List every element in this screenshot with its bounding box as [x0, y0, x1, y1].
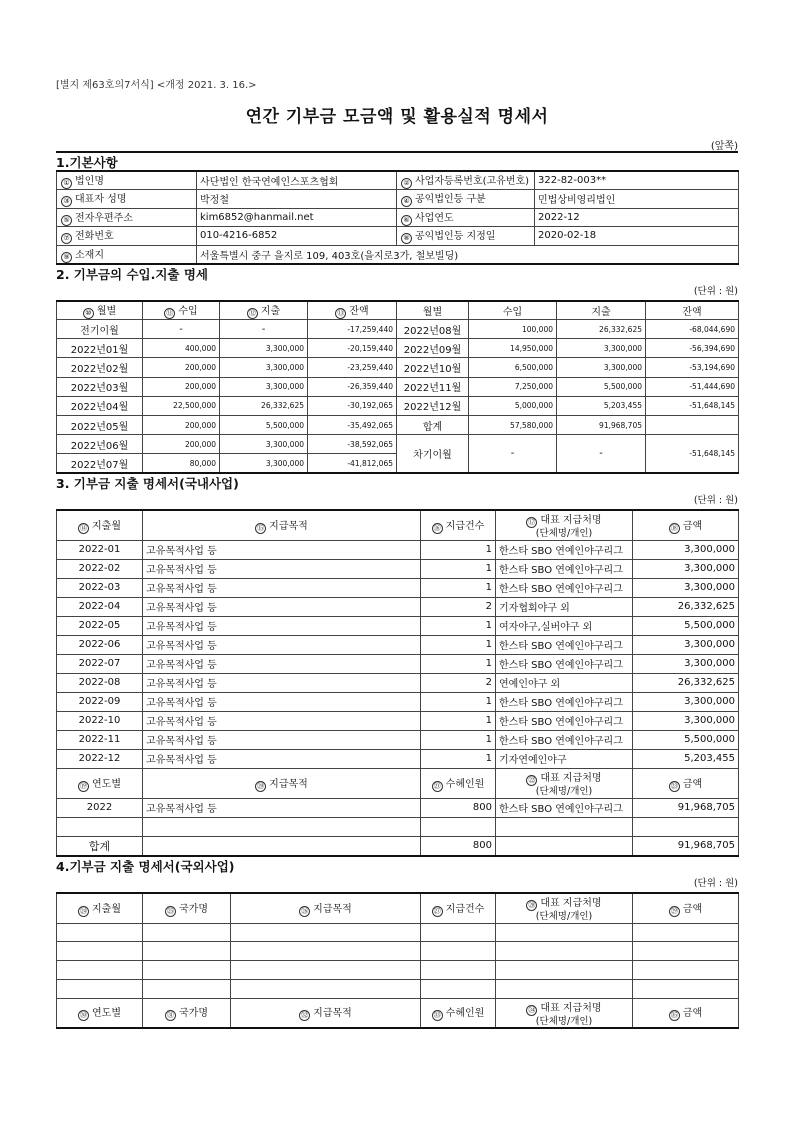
header-year: ⑲ 연도별 [57, 768, 143, 798]
table-row [57, 654, 739, 673]
month-cell: 2022-03 [57, 578, 143, 597]
amount-cell: 5,203,455 [633, 749, 739, 768]
month-cell: 2022년07월 [57, 454, 143, 473]
month-cell: 2022년12월 [397, 396, 469, 415]
purpose-cell: 고유목적사업 등 [143, 540, 421, 559]
count-cell: 1 [421, 654, 496, 673]
field-label: ④ 공익법인등 구분 [397, 190, 535, 209]
amount-cell: 3,300,000 [633, 540, 739, 559]
income-cell: 200,000 [143, 435, 220, 454]
header-country-2: ㉛ 국가명 [143, 998, 231, 1028]
income-cell: - [143, 320, 220, 339]
field-value: 박정철 [197, 190, 397, 209]
count-cell: 1 [421, 540, 496, 559]
header-purpose-overseas: ㉖ 지급목적 [231, 893, 421, 923]
section3-unit: (단위 : 원) [693, 495, 738, 506]
month-cell: 2022-05 [57, 616, 143, 635]
address-row [57, 245, 739, 264]
month-cell: 2022-10 [57, 711, 143, 730]
expense-cell: 5,500,000 [557, 377, 646, 396]
balance-cell: -35,492,065 [308, 415, 397, 434]
representative-cell: 기자연예인야구 [496, 749, 633, 768]
month-cell: 2022-02 [57, 559, 143, 578]
count-cell: 1 [421, 711, 496, 730]
representative-cell: 연예인야구 외 [496, 673, 633, 692]
table-row [57, 597, 739, 616]
basic-info-row [57, 208, 739, 227]
count-cell: 1 [421, 692, 496, 711]
header-year-overseas: ㉚ 연도별 [57, 998, 143, 1028]
header-expense-month: ⑭ 지출월 [57, 510, 143, 540]
month-cell: 2022년01월 [57, 339, 143, 358]
income-cell: 5,000,000 [469, 396, 557, 415]
amount-cell: 3,300,000 [633, 559, 739, 578]
income-cell: 80,000 [143, 454, 220, 473]
month-cell: 2022-09 [57, 692, 143, 711]
month-cell: 2022년10월 [397, 358, 469, 377]
expense-cell: 91,968,705 [557, 415, 646, 434]
balance-cell: -41,812,065 [308, 454, 397, 473]
month-cell: 전기이월 [57, 320, 143, 339]
field-value: kim6852@hanmail.net [197, 208, 397, 227]
field-label: ③ 대표자 성명 [57, 190, 197, 209]
count-cell: 1 [421, 730, 496, 749]
income-cell: 200,000 [143, 415, 220, 434]
count-cell: 1 [421, 616, 496, 635]
field-label: ⑥ 사업연도 [397, 208, 535, 227]
section1-title: 1.기본사항 [56, 151, 738, 170]
representative-cell: 한스타 SBO 연예인야구리그 [496, 730, 633, 749]
income-expense-table [56, 300, 739, 475]
table-row [57, 377, 739, 396]
balance-cell: -38,592,065 [308, 435, 397, 454]
header-representative-overseas-2: ㉞ 대표 지급처명 (단체명/개인) [496, 998, 633, 1028]
balance-cell [646, 415, 739, 434]
table-row [57, 979, 739, 998]
count-cell: 1 [421, 749, 496, 768]
amount-cell: 3,300,000 [633, 692, 739, 711]
balance-cell: -56,394,690 [646, 339, 739, 358]
table-row [57, 730, 739, 749]
amount-cell: 26,332,625 [633, 673, 739, 692]
table-row [57, 320, 739, 339]
expense-cell: 5,500,000 [220, 415, 308, 434]
header-balance: ⑬ 잔액 [308, 301, 397, 320]
header-month-2: 월별 [397, 301, 469, 320]
carry-balance: -51,648,145 [646, 435, 739, 473]
count-cell: 1 [421, 578, 496, 597]
representative-cell: 한스타 SBO 연예인야구리그 [496, 540, 633, 559]
month-cell: 2022년05월 [57, 415, 143, 434]
table-row [57, 942, 739, 961]
header-expense-2: 지출 [557, 301, 646, 320]
purpose-cell: 고유목적사업 등 [143, 711, 421, 730]
count-cell: 2 [421, 673, 496, 692]
representative-cell: 한스타 SBO 연예인야구리그 [496, 654, 633, 673]
balance-cell: -30,192,065 [308, 396, 397, 415]
field-label: ⑤ 전자우편주소 [57, 208, 197, 227]
month-cell: 2022-11 [57, 730, 143, 749]
expense-cell: 26,332,625 [220, 396, 308, 415]
field-label: ① 법인명 [57, 171, 197, 190]
field-value: 2022-12 [535, 208, 739, 227]
purpose-cell: 고유목적사업 등 [143, 597, 421, 616]
purpose-cell: 고유목적사업 등 [143, 692, 421, 711]
representative-cell: 한스타 SBO 연예인야구리그 [496, 711, 633, 730]
section3-title: 3. 기부금 지출 명세서(국내사업) [56, 476, 239, 491]
field-value: 010-4216-6852 [197, 227, 397, 246]
basic-info-row [57, 171, 739, 190]
table-row [57, 578, 739, 597]
month-cell: 2022-04 [57, 597, 143, 616]
month-cell: 2022-12 [57, 749, 143, 768]
header-purpose-2: ⑳ 지급목적 [143, 768, 421, 798]
table-row [57, 673, 739, 692]
header-amount-overseas: ㉙ 금액 [633, 893, 739, 923]
header-representative: ⑰ 대표 지급처명 (단체명/개인) [496, 510, 633, 540]
month-cell: 2022년11월 [397, 377, 469, 396]
document-page [56, 76, 738, 1029]
income-cell: 200,000 [143, 358, 220, 377]
field-value: 2020-02-18 [535, 227, 739, 246]
basic-info-row [57, 190, 739, 209]
amount-cell: 5,500,000 [633, 616, 739, 635]
section2-title: 2. 기부금의 수입.지출 명세 [56, 266, 209, 282]
header-country: ㉕ 국가명 [143, 893, 231, 923]
header-purpose-overseas-2: ㉜ 지급목적 [231, 998, 421, 1028]
year-row: 2022 고유목적사업 등 800 한스타 SBO 연예인야구리그 91,968,705 [57, 798, 739, 817]
month-cell: 2022년06월 [57, 435, 143, 454]
amount-cell: 3,300,000 [633, 711, 739, 730]
month-cell: 2022년02월 [57, 358, 143, 377]
month-cell: 2022-01 [57, 540, 143, 559]
income-cell: 100,000 [469, 320, 557, 339]
table-row [57, 616, 739, 635]
field-value: 민법상비영리법인 [535, 190, 739, 209]
balance-cell: -26,359,440 [308, 377, 397, 396]
income-cell: 7,250,000 [469, 377, 557, 396]
expense-cell: 26,332,625 [557, 320, 646, 339]
month-cell: 2022년09월 [397, 339, 469, 358]
header-count-overseas: ㉗ 지급건수 [421, 893, 496, 923]
header-recipients: ㉑ 수혜인원 [421, 768, 496, 798]
income-cell: 200,000 [143, 377, 220, 396]
balance-cell: -17,259,440 [308, 320, 397, 339]
header-recipients-overseas: ㉝ 수혜인원 [421, 998, 496, 1028]
header-amount: ⑱ 금액 [633, 510, 739, 540]
table-row [57, 358, 739, 377]
carry-expense: - [557, 435, 646, 473]
count-cell: 1 [421, 635, 496, 654]
document-title: 연간 기부금 모금액 및 활용실적 명세서 [245, 107, 549, 127]
expense-cell: 3,300,000 [557, 358, 646, 377]
expense-cell: 3,300,000 [220, 454, 308, 473]
expense-cell: 3,300,000 [557, 339, 646, 358]
month-cell: 2022-06 [57, 635, 143, 654]
field-label: ⑨ 소재지 [57, 245, 197, 264]
income-cell: 6,500,000 [469, 358, 557, 377]
purpose-cell: 고유목적사업 등 [143, 635, 421, 654]
purpose-cell: 고유목적사업 등 [143, 616, 421, 635]
representative-cell: 한스타 SBO 연예인야구리그 [496, 635, 633, 654]
header-amount-2: ㉓ 금액 [633, 768, 739, 798]
amount-cell: 3,300,000 [633, 654, 739, 673]
count-cell: 1 [421, 559, 496, 578]
representative-cell: 한스타 SBO 연예인야구리그 [496, 692, 633, 711]
month-cell: 2022-08 [57, 673, 143, 692]
purpose-cell: 고유목적사업 등 [143, 654, 421, 673]
income-cell: 57,580,000 [469, 415, 557, 434]
month-cell: 2022-07 [57, 654, 143, 673]
purpose-cell: 고유목적사업 등 [143, 749, 421, 768]
income-cell: 14,950,000 [469, 339, 557, 358]
table-row [57, 923, 739, 942]
header-count: ⑯ 지급건수 [421, 510, 496, 540]
section4-unit: (단위 : 원) [693, 878, 738, 889]
field-label: ⑧ 공익법인등 지정일 [397, 227, 535, 246]
header-expense-month-overseas: ㉔ 지출월 [57, 893, 143, 923]
address-value: 서울특별시 중구 을지로 109, 403호(을지로3가, 철보빌딩) [197, 245, 739, 264]
header-representative-2: ㉒ 대표 지급처명 (단체명/개인) [496, 768, 633, 798]
purpose-cell: 고유목적사업 등 [143, 559, 421, 578]
representative-cell: 한스타 SBO 연예인야구리그 [496, 559, 633, 578]
table-row [57, 711, 739, 730]
representative-cell: 한스타 SBO 연예인야구리그 [496, 578, 633, 597]
table-row [57, 540, 739, 559]
field-value: 322-82-003** [535, 171, 739, 190]
field-label: ② 사업자등록번호(고유번호) [397, 171, 535, 190]
income-cell: 22,500,000 [143, 396, 220, 415]
table-row [57, 396, 739, 415]
balance-cell: -68,044,690 [646, 320, 739, 339]
balance-cell: -51,648,145 [646, 396, 739, 415]
carry-income: - [469, 435, 557, 473]
header-income-2: 수입 [469, 301, 557, 320]
amount-cell: 3,300,000 [633, 635, 739, 654]
expense-cell: 3,300,000 [220, 377, 308, 396]
table-row [57, 692, 739, 711]
expense-cell: 3,300,000 [220, 339, 308, 358]
balance-cell: -51,444,690 [646, 377, 739, 396]
purpose-cell: 고유목적사업 등 [143, 578, 421, 597]
table-row [57, 339, 739, 358]
balance-cell: -20,159,440 [308, 339, 397, 358]
header-balance-2: 잔액 [646, 301, 739, 320]
overseas-expense-table [56, 892, 739, 1029]
amount-cell: 3,300,000 [633, 578, 739, 597]
purpose-cell: 고유목적사업 등 [143, 673, 421, 692]
section2-unit: (단위 : 원) [693, 285, 738, 297]
balance-cell: -23,259,440 [308, 358, 397, 377]
header-amount-overseas-2: ㉟ 금액 [633, 998, 739, 1028]
amount-cell: 26,332,625 [633, 597, 739, 616]
table-row [57, 635, 739, 654]
expense-cell: - [220, 320, 308, 339]
domestic-expense-table [56, 509, 739, 857]
header-expense: ⑫ 지출 [220, 301, 308, 320]
table-row [57, 961, 739, 980]
carry-month: 차기이월 [397, 435, 469, 473]
field-label: ⑦ 전화번호 [57, 227, 197, 246]
month-cell: 2022년03월 [57, 377, 143, 396]
total-row: 합계 800 91,968,705 [57, 836, 739, 856]
representative-cell: 기자협회야구 외 [496, 597, 633, 616]
table-row [57, 415, 739, 434]
count-cell: 2 [421, 597, 496, 616]
page-side-label: (앞쪽) [710, 141, 738, 152]
month-cell: 2022년08월 [397, 320, 469, 339]
basic-info-row [57, 227, 739, 246]
header-representative-overseas: ㉘ 대표 지급처명 (단체명/개인) [496, 893, 633, 923]
form-number: [별지 제63호의7서식] <개정 2021. 3. 16.> [56, 80, 257, 91]
income-cell: 400,000 [143, 339, 220, 358]
section4-title: 4.기부금 지출 명세서(국외사업) [56, 859, 235, 874]
table-row [57, 749, 739, 768]
expense-cell: 3,300,000 [220, 435, 308, 454]
blank-row [57, 817, 739, 836]
balance-cell: -53,194,690 [646, 358, 739, 377]
table-row [57, 435, 739, 454]
basic-info-table [56, 170, 739, 265]
month-cell: 2022년04월 [57, 396, 143, 415]
amount-cell: 5,500,000 [633, 730, 739, 749]
header-month: ⑩ 월별 [57, 301, 143, 320]
header-income: ⑪ 수입 [143, 301, 220, 320]
expense-cell: 3,300,000 [220, 358, 308, 377]
table-row [57, 559, 739, 578]
representative-cell: 여자야구,실버야구 외 [496, 616, 633, 635]
month-cell: 합계 [397, 415, 469, 434]
purpose-cell: 고유목적사업 등 [143, 730, 421, 749]
expense-cell: 5,203,455 [557, 396, 646, 415]
field-value: 사단법인 한국연예인스포츠협회 [197, 171, 397, 190]
header-purpose: ⑮ 지급목적 [143, 510, 421, 540]
